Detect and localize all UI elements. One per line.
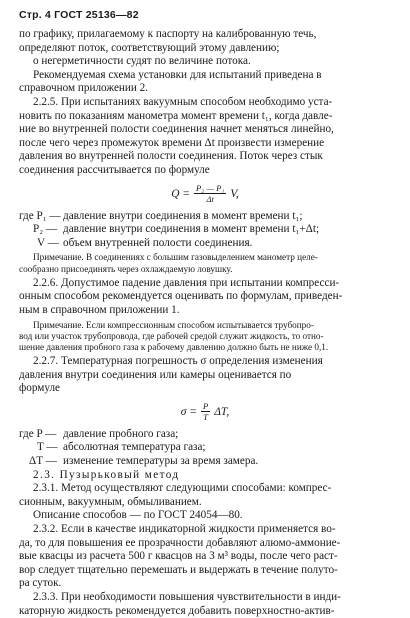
paragraph-scheme xyxy=(19,69,391,96)
note-line: вод или участок трубопровода, где рабочей средой служит жидкость, то отно- xyxy=(19,330,324,341)
paragraph-2-2-5 xyxy=(19,96,391,178)
definition-row xyxy=(19,237,391,251)
definition-row xyxy=(19,428,391,442)
text-line: вор следует тщательно перемешать и выдержать в течение полуто- xyxy=(19,563,338,576)
text-line: определяют поток, соответствующий этому давлению; xyxy=(19,41,280,54)
formula-temperature-error xyxy=(19,398,391,426)
paragraph-2-3-2 xyxy=(19,523,391,591)
text-line: 2.3.3. При необходимости повышения чувствительности в инди- xyxy=(33,591,341,604)
section-heading-2-3: 2.3. Пузырьковый метод xyxy=(33,468,180,481)
note-line: шение давления пробного газа к рабочему давлению должно быть не ниже 0,1. xyxy=(19,341,329,352)
paragraph-2-3-3 xyxy=(19,591,391,618)
paragraph-continuation xyxy=(19,28,391,69)
text-line: 2.2.7. Температурная погрешность σ определения изменения xyxy=(33,355,323,368)
note-line: Примечание. В соединениях с большим газовыделением манометр целе- xyxy=(33,252,318,263)
definition-symbol: P₂ — xyxy=(33,223,58,236)
note-1 xyxy=(19,252,391,274)
text-line: давления внутри соединения или камеры оценивается по xyxy=(19,368,292,381)
text-line: ра суток. xyxy=(19,577,62,590)
paragraph-2-2-7 xyxy=(19,355,391,396)
text-line: о негерметичности судят по величине потока. xyxy=(33,55,251,68)
definition-text: давление внутри соединения в момент времени t₁; xyxy=(63,209,303,222)
formula-numerator: P₂ — P₁ xyxy=(196,183,225,194)
formula-rhs: V, xyxy=(230,187,239,200)
definition-row xyxy=(19,210,391,224)
text-line: сионным, вакуумным, обмыливанием. xyxy=(19,495,202,508)
text-line: да, то для повышения ее прозрачности добавляют алюмо-аммоние- xyxy=(19,536,341,549)
definition-symbol: ΔT — xyxy=(29,455,57,468)
definition-symbol: T — xyxy=(37,441,58,454)
formula-rhs: ΔT, xyxy=(214,405,230,418)
definitions-temperature xyxy=(19,428,391,469)
text-line: Описание способов — по ГОСТ 24054—80. xyxy=(33,509,243,522)
text-line: формуле xyxy=(19,382,60,395)
definition-text: изменение температуры за время замера. xyxy=(63,455,259,468)
text-line: Рекомендуемая схема установки для испытаний приведена в xyxy=(33,68,322,81)
definition-text: давление пробного газа; xyxy=(63,427,179,440)
note-2 xyxy=(19,320,391,354)
formula-fraction xyxy=(201,401,210,422)
note-line: Примечание. Если компрессионным способом испытывается трубопро- xyxy=(33,319,314,330)
text-line: по графику, прилагаемому к паспорту на калиброванную течь, xyxy=(19,28,317,40)
definition-symbol: где P — xyxy=(19,427,57,440)
formula-fraction xyxy=(194,183,226,204)
definition-row xyxy=(19,223,391,237)
text-line: 2.3.1. Метод осуществляют следующими способами: компрес- xyxy=(33,482,332,495)
text-line: давления во внутренней полости соединения. Поток через стык xyxy=(19,150,323,163)
text-line: после чего через промежуток времени Δt произвести измерение xyxy=(19,136,325,149)
definition-text: объем внутренней полости соединения. xyxy=(63,236,253,249)
definition-text: давление внутри соединения в момент времени t₁+Δt; xyxy=(63,223,320,236)
formula-denominator: T xyxy=(203,412,208,423)
page-header: Стр. 4 ГОСТ 25136—82 xyxy=(19,9,139,21)
text-line: соединения рассчитывается по формуле xyxy=(19,163,210,176)
text-line: новить по показаниям манометра момент времени t₁, когда давле- xyxy=(19,109,333,122)
text-line: 2.2.6. Допустимое падение давления при испытании компресси- xyxy=(33,276,340,289)
paragraph-2-3-1 xyxy=(19,482,391,523)
definition-row xyxy=(19,441,391,455)
formula-numerator: P xyxy=(202,401,209,412)
formula-denominator: Δt xyxy=(206,194,214,205)
definition-symbol: где P₁ — xyxy=(19,209,61,222)
definitions-flow xyxy=(19,210,391,251)
note-line: сообразно присоединять через охлаждаемую ловушку. xyxy=(19,263,233,274)
text-line: каторную жидкость рекомендуется добавить поверхностно-актив- xyxy=(19,604,335,617)
text-line: ным в справочном приложении 1. xyxy=(19,303,180,316)
text-line: онным способом рекомендуется оценивать по формулам, приведен- xyxy=(19,290,343,303)
definition-text: абсолютная температура газа; xyxy=(63,441,206,454)
text-line: 2.3.2. Если в качестве индикаторной жидкости применяется во- xyxy=(33,523,336,536)
formula-lhs: σ = xyxy=(180,405,197,418)
definition-symbol: V — xyxy=(37,236,59,249)
definition-row xyxy=(19,455,391,469)
paragraph-2-2-6 xyxy=(19,277,391,318)
text-line: ние во внутренней полости соединения начнет меняться линейно, xyxy=(19,123,334,136)
text-line: 2.2.5. При испытаниях вакуумным способом необходимо уста- xyxy=(33,95,333,108)
text-line: справочном приложении 2. xyxy=(19,82,149,95)
formula-flow xyxy=(19,180,391,208)
text-line: вые квасцы из расчета 500 г квасцов на 3 м³ воды, после чего раст- xyxy=(19,550,338,563)
formula-lhs: Q = xyxy=(171,187,190,200)
